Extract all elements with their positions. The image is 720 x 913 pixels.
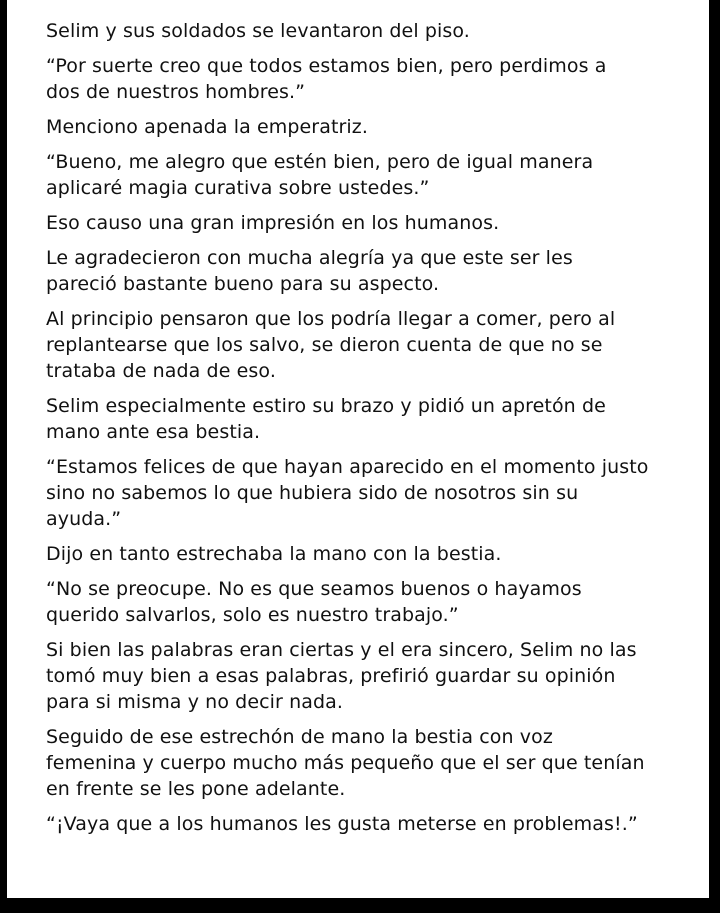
paragraph-8: Selim especialmente estiro su brazo y pidió un apretón de mano ante esa bestia. bbox=[46, 395, 606, 443]
paragraph-1: Selim y sus soldados se levantaron del piso. bbox=[46, 20, 470, 42]
paragraph-12: Si bien las palabras eran ciertas y el era sincero, Selim no las tomó muy bien a esas palabras, prefirió guardar su opinión para si misma y no decir nada. bbox=[46, 639, 637, 713]
paragraph-6: Le agradecieron con mucha alegría ya que este ser les pareció bastante bueno para su aspecto. bbox=[46, 247, 573, 295]
paragraph-5: Eso causo una gran impresión en los humanos. bbox=[46, 212, 500, 234]
paragraph-7: Al principio pensaron que los podría llegar a comer, pero al replantearse que los salvo, se dieron cuenta de que no se trataba de nada de eso. bbox=[46, 308, 616, 382]
paragraph-14: “¡Vaya que a los humanos les gusta meterse en problemas!.” bbox=[46, 813, 638, 835]
paragraph-13: Seguido de ese estrechón de mano la bestia con voz femenina y cuerpo mucho más pequeño que el ser que tenían en frente se les pone adelante. bbox=[46, 726, 645, 800]
paragraph-10: Dijo en tanto estrechaba la mano con la bestia. bbox=[46, 543, 502, 565]
paragraph-11: “No se preocupe. No es que seamos buenos o hayamos querido salvarlos, solo es nuestro trabajo.” bbox=[46, 578, 582, 626]
paragraph-2: “Por suerte creo que todos estamos bien, pero perdimos a dos de nuestros hombres.” bbox=[46, 55, 607, 103]
paragraph-9: “Estamos felices de que hayan aparecido en el momento justo sino no sabemos lo que hubiera sido de nosotros sin su ayuda.” bbox=[46, 456, 649, 530]
document-page bbox=[7, 0, 709, 898]
text-body bbox=[46, 18, 696, 846]
paragraph-4: “Bueno, me alegro que estén bien, pero de igual manera aplicaré magia curativa sobre ustedes.” bbox=[46, 151, 594, 199]
paragraph-3: Menciono apenada la emperatriz. bbox=[46, 116, 369, 138]
